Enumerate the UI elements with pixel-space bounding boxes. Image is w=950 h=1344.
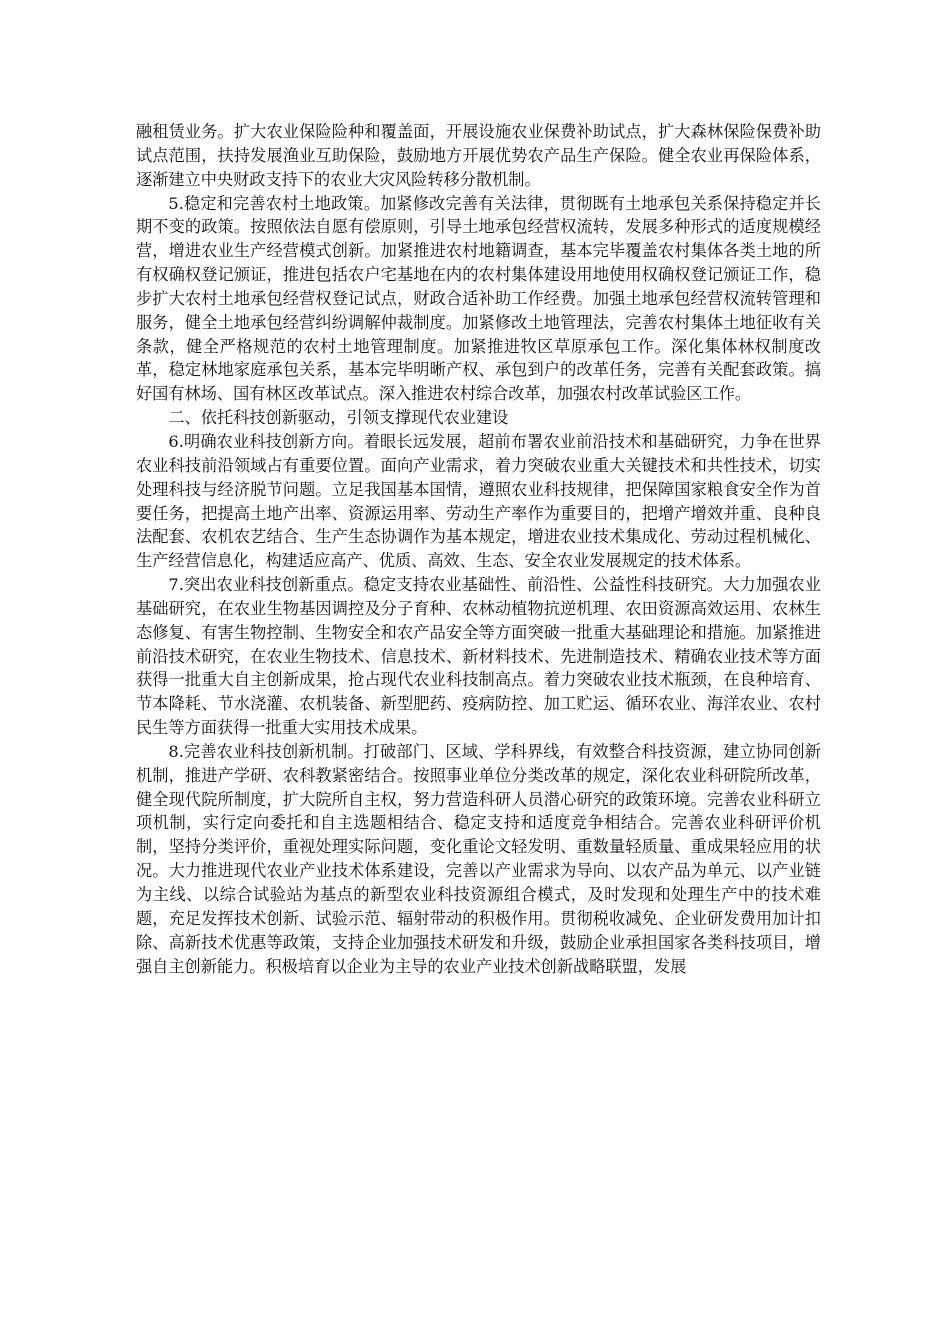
section-heading: 二、依托科技创新驱动，引领支撑现代农业建设: [168, 408, 509, 428]
paragraph-innovation-mechanism: 8.完善农业科技创新机制。打破部门、区域、学科界线，有效整合科技资源，建立协同创新机制，推进产学研、农科教紧密结合。按照事业单位分类改革的规定，深化农业科研院所改革，健全现代院所制度，扩大院所自主权，努力营造科研人员潜心研究的政策环境。完善农业科研立项机制，实行定向委托和自主选题相结合、稳定支持和适度竞争相结合。完善农业科研评价机制，坚持分类评价，重视处理实际问题，变化重论文轻发明、重数量轻质量、重成果轻应用的状况。大力推进现代农业产业技术体系建设，完善以产业需求为导向、以农产品为单元、以产业链为主线、以综合试验站为基点的新型农业科技资源组合模式，及时发现和处理生产中的技术难题，充足发挥技术创新、试验示范、辐射带动的积极作用。贯彻税收减免、企业研发费用加计扣除、高新技术优惠等政策，支持企业加强技术研发和升级，鼓励企业承担国家各类科技项目，增强自主创新能力。积极培育以企业为主导的农业产业技术创新战略联盟，发展: [136, 741, 821, 976]
paragraph-innovation-focus: 7.突出农业科技创新重点。稳定支持农业基础性、前沿性、公益性科技研究。大力加强农业基础研究，在农业生物基因调控及分子育种、农林动植物抗逆机理、农田资源高效运用、农林生态修复、有害生物控制、生物安全和农产品安全等方面突破一批重大基础理论和措施。加紧推进前沿技术研究，在农业生物技术、信息技术、新材料技术、先进制造技术、精确农业技术等方面获得一批重大自主创新成果，抢占现代农业科技制高点。着力突破农业技术瓶颈，在良种培育、节本降耗、节水浇灌、农机装备、新型肥药、疫病防控、加工贮运、循环农业、海洋农业、农村民生等方面获得一批重大实用技术成果。: [136, 575, 821, 738]
paragraph-land-policy: 5.稳定和完善农村土地政策。加紧修改完善有关法律，贯彻既有土地承包关系保持稳定并长期不变的政策。按照依法自愿有偿原则，引导土地承包经营权流转，发展多种形式的适度规模经营，增进农业生产经营模式创新。加紧推进农村地籍调查，基本完毕覆盖农村集体各类土地的所有权确权登记颁证，推进包括农户宅基地在内的农村集体建设用地使用权确权登记颁证工作，稳步扩大农村土地承包经营权登记试点，财政合适补助工作经费。加强土地承包经营权流转管理和服务，健全土地承包经营纠纷调解仲裁制度。加紧修改土地管理法，完善农村集体土地征收有关条款，健全严格规范的农村土地管理制度。加紧推进牧区草原承包工作。深化集体林权制度改革，稳定林地家庭承包关系，基本完毕明晰产权、承包到户的改革任务，完善有关配套政策。搞好国有林场、国有林区改革试点。深入推进农村综合改革，加强农村改革试验区工作。: [136, 193, 821, 404]
paragraph-insurance: 融租赁业务。扩大农业保险险种和覆盖面，开展设施农业保费补助试点，扩大森林保险保费补助试点范围，扶持发展渔业互助保险，鼓励地方开展优势农产品生产保险。健全农业再保险体系，逐渐建立中央财政支持下的农业大灾风险转移分散机制。: [136, 122, 821, 189]
document-page: [136, 120, 821, 978]
paragraph-innovation-direction: 6.明确农业科技创新方向。着眼长远发展，超前布署农业前沿技术和基础研究，力争在世界农业科技前沿领域占有重要位置。面向产业需求，着力突破农业重大关键技术和共性技术，切实处理科技与经济脱节问题。立足我国基本国情，遵照农业科技规律，把保障国家粮食安全作为首要任务，把提高土地产出率、资源运用率、劳动生产率作为重要目的，把增产增效并重、良种良法配套、农机农艺结合、生产生态协调作为基本规定，增进农业技术集成化、劳动过程机械化、生产经营信息化，构建适应高产、优质、高效、生态、安全农业发展规定的技术体系。: [136, 431, 821, 571]
